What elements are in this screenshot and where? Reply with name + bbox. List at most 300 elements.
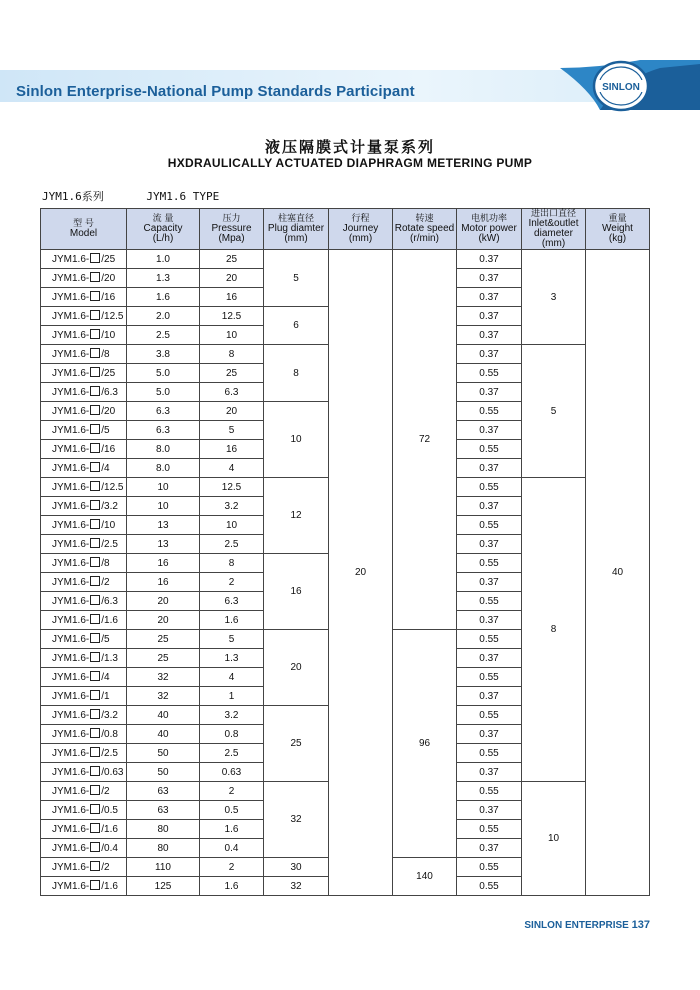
column-header-cn: 柱塞直径	[277, 214, 314, 224]
model-cell	[41, 592, 127, 611]
column-header-unit: (mm)	[284, 233, 308, 244]
model-suffix: /3.2	[101, 710, 118, 721]
column-header-cn: 流 量	[152, 214, 174, 224]
pressure-cell: 4	[200, 668, 264, 687]
pressure-cell: 3.2	[200, 497, 264, 516]
column-header	[127, 209, 200, 250]
column-header	[457, 209, 522, 250]
capacity-cell: 2.5	[127, 326, 200, 345]
model-suffix: /1.6	[101, 615, 118, 626]
model-prefix: JYM1.6-	[52, 501, 90, 512]
capacity-cell: 8.0	[127, 440, 200, 459]
capacity-cell: 32	[127, 687, 200, 706]
pressure-cell: 12.5	[200, 307, 264, 326]
model-cell	[41, 687, 127, 706]
capacity-cell: 50	[127, 763, 200, 782]
table-body	[41, 250, 650, 896]
column-header	[264, 209, 329, 250]
placeholder-box-icon	[90, 538, 100, 548]
column-header-en: Model	[69, 228, 98, 239]
pressure-cell: 20	[200, 269, 264, 288]
motor-power-cell: 0.37	[457, 288, 522, 307]
capacity-cell: 10	[127, 478, 200, 497]
model-cell	[41, 364, 127, 383]
pressure-cell: 6.3	[200, 592, 264, 611]
motor-power-cell: 0.37	[457, 250, 522, 269]
motor-power-cell: 0.37	[457, 535, 522, 554]
column-header-unit: (mm)	[348, 233, 373, 244]
placeholder-box-icon	[90, 348, 100, 358]
model-cell	[41, 820, 127, 839]
column-header-cn: 行程	[351, 214, 370, 224]
motor-power-cell: 0.37	[457, 649, 522, 668]
model-prefix: JYM1.6-	[52, 520, 90, 531]
journey-cell: 20	[329, 250, 393, 896]
model-cell	[41, 307, 127, 326]
plug-diameter-cell: 20	[264, 630, 329, 706]
model-prefix: JYM1.6-	[52, 273, 90, 284]
model-prefix: JYM1.6-	[52, 710, 90, 721]
capacity-cell: 1.3	[127, 269, 200, 288]
motor-power-cell: 0.37	[457, 383, 522, 402]
motor-power-cell: 0.37	[457, 839, 522, 858]
pressure-cell: 0.4	[200, 839, 264, 858]
model-cell	[41, 250, 127, 269]
model-cell	[41, 554, 127, 573]
model-suffix: /2.5	[101, 539, 118, 550]
column-header-en: Weight	[602, 223, 633, 234]
model-cell	[41, 269, 127, 288]
model-suffix: /0.63	[101, 767, 124, 778]
placeholder-box-icon	[90, 690, 100, 700]
model-suffix: /16	[101, 292, 116, 303]
capacity-cell: 40	[127, 725, 200, 744]
motor-power-cell: 0.55	[457, 592, 522, 611]
model-suffix: /1.6	[101, 881, 118, 892]
motor-power-cell: 0.55	[457, 516, 522, 535]
model-prefix: JYM1.6-	[52, 653, 90, 664]
motor-power-cell: 0.37	[457, 687, 522, 706]
model-prefix: JYM1.6-	[52, 330, 90, 341]
column-header-unit: (L/h)	[152, 233, 174, 244]
model-cell	[41, 725, 127, 744]
model-prefix: JYM1.6-	[52, 824, 90, 835]
model-suffix: /1.3	[101, 653, 118, 664]
placeholder-box-icon	[90, 424, 100, 434]
capacity-cell: 125	[127, 877, 200, 896]
model-prefix: JYM1.6-	[52, 254, 90, 265]
column-header-en: Motor power	[461, 223, 517, 234]
model-cell	[41, 573, 127, 592]
capacity-cell: 13	[127, 535, 200, 554]
pressure-cell: 1.6	[200, 877, 264, 896]
motor-power-cell: 0.55	[457, 706, 522, 725]
model-suffix: /0.4	[101, 843, 118, 854]
column-header	[200, 209, 264, 250]
model-prefix: JYM1.6-	[52, 482, 90, 493]
rotate-speed-cell: 140	[393, 858, 457, 896]
model-suffix: /3.2	[101, 501, 118, 512]
column-header-unit: (r/min)	[410, 233, 439, 244]
capacity-cell: 13	[127, 516, 200, 535]
placeholder-box-icon	[90, 709, 100, 719]
column-header	[586, 209, 650, 250]
capacity-cell: 6.3	[127, 402, 200, 421]
pressure-cell: 2	[200, 858, 264, 877]
model-suffix: /12.5	[101, 482, 124, 493]
placeholder-box-icon	[90, 386, 100, 396]
model-prefix: JYM1.6-	[52, 691, 90, 702]
type-label-en: JYM1.6 TYPE	[146, 190, 220, 203]
model-cell	[41, 877, 127, 896]
placeholder-box-icon	[90, 253, 100, 263]
model-prefix: JYM1.6-	[52, 292, 90, 303]
capacity-cell: 3.8	[127, 345, 200, 364]
column-header-cn: 压力	[222, 214, 241, 224]
column-header-en: Journey	[342, 223, 379, 234]
capacity-cell: 8.0	[127, 459, 200, 478]
model-prefix: JYM1.6-	[52, 539, 90, 550]
motor-power-cell: 0.37	[457, 725, 522, 744]
model-prefix: JYM1.6-	[52, 368, 90, 379]
footer	[524, 919, 650, 931]
pressure-cell: 1.6	[200, 611, 264, 630]
motor-power-cell: 0.37	[457, 269, 522, 288]
model-suffix: /10	[101, 520, 116, 531]
capacity-cell: 16	[127, 573, 200, 592]
plug-diameter-cell: 32	[264, 877, 329, 896]
column-header	[522, 209, 586, 250]
model-prefix: JYM1.6-	[52, 463, 90, 474]
placeholder-box-icon	[90, 595, 100, 605]
inlet-outlet-cell: 10	[522, 782, 586, 896]
capacity-cell: 40	[127, 706, 200, 725]
pressure-cell: 16	[200, 440, 264, 459]
pressure-cell: 8	[200, 554, 264, 573]
placeholder-box-icon	[90, 519, 100, 529]
capacity-cell: 50	[127, 744, 200, 763]
logo-text: SINLON	[602, 82, 640, 93]
model-suffix: /16	[101, 444, 116, 455]
motor-power-cell: 0.37	[457, 307, 522, 326]
model-prefix: JYM1.6-	[52, 805, 90, 816]
model-suffix: /6.3	[101, 596, 118, 607]
capacity-cell: 20	[127, 592, 200, 611]
capacity-cell: 25	[127, 630, 200, 649]
placeholder-box-icon	[90, 652, 100, 662]
capacity-cell: 20	[127, 611, 200, 630]
model-suffix: /2.5	[101, 748, 118, 759]
placeholder-box-icon	[90, 766, 100, 776]
plug-diameter-cell: 25	[264, 706, 329, 782]
column-header-en: Capacity	[143, 223, 183, 234]
plug-diameter-cell: 6	[264, 307, 329, 345]
spec-table	[40, 208, 650, 896]
motor-power-cell: 0.37	[457, 497, 522, 516]
model-prefix: JYM1.6-	[52, 786, 90, 797]
pressure-cell: 25	[200, 250, 264, 269]
pressure-cell: 2	[200, 782, 264, 801]
capacity-cell: 16	[127, 554, 200, 573]
motor-power-cell: 0.55	[457, 630, 522, 649]
page-title-cn: 液压隔膜式计量泵系列	[264, 138, 435, 156]
model-cell	[41, 801, 127, 820]
model-cell	[41, 839, 127, 858]
motor-power-cell: 0.37	[457, 345, 522, 364]
column-header-cn: 进出口直径	[530, 209, 576, 219]
page-title-en: HXDRAULICALLY ACTUATED DIAPHRAGM METERING PUMP	[167, 156, 533, 170]
model-cell	[41, 421, 127, 440]
capacity-cell: 63	[127, 782, 200, 801]
capacity-cell: 2.0	[127, 307, 200, 326]
motor-power-cell: 0.55	[457, 364, 522, 383]
column-header-unit: (mm)	[541, 238, 566, 249]
placeholder-box-icon	[90, 785, 100, 795]
pressure-cell: 6.3	[200, 383, 264, 402]
model-cell	[41, 497, 127, 516]
model-prefix: JYM1.6-	[52, 558, 90, 569]
pressure-cell: 2.5	[200, 744, 264, 763]
column-header-unit: (kW)	[478, 233, 500, 244]
motor-power-cell: 0.37	[457, 421, 522, 440]
model-cell	[41, 288, 127, 307]
placeholder-box-icon	[90, 614, 100, 624]
model-suffix: /6.3	[101, 387, 118, 398]
type-label-cn: JYM1.6系列	[42, 190, 104, 203]
pressure-cell: 8	[200, 345, 264, 364]
model-suffix: /2	[101, 577, 110, 588]
model-prefix: JYM1.6-	[52, 862, 90, 873]
plug-diameter-cell: 16	[264, 554, 329, 630]
pressure-cell: 10	[200, 516, 264, 535]
model-suffix: /10	[101, 330, 116, 341]
model-suffix: /12.5	[101, 311, 124, 322]
model-cell	[41, 402, 127, 421]
pressure-cell: 3.2	[200, 706, 264, 725]
placeholder-box-icon	[90, 310, 100, 320]
model-prefix: JYM1.6-	[52, 843, 90, 854]
placeholder-box-icon	[90, 633, 100, 643]
table-header-row	[41, 209, 650, 250]
page-number: 137	[631, 919, 650, 931]
model-prefix: JYM1.6-	[52, 311, 90, 322]
model-cell	[41, 858, 127, 877]
model-prefix: JYM1.6-	[52, 387, 90, 398]
column-header-en: Rotate speed	[394, 223, 455, 234]
capacity-cell: 80	[127, 820, 200, 839]
model-cell	[41, 516, 127, 535]
column-header-en: Inlet&outlet diameter	[528, 218, 579, 239]
plug-diameter-cell: 10	[264, 402, 329, 478]
pressure-cell: 5	[200, 630, 264, 649]
pressure-cell: 2.5	[200, 535, 264, 554]
placeholder-box-icon	[90, 576, 100, 586]
motor-power-cell: 0.55	[457, 402, 522, 421]
motor-power-cell: 0.55	[457, 858, 522, 877]
model-suffix: /20	[101, 406, 116, 417]
capacity-cell: 110	[127, 858, 200, 877]
pressure-cell: 16	[200, 288, 264, 307]
placeholder-box-icon	[90, 481, 100, 491]
motor-power-cell: 0.55	[457, 744, 522, 763]
model-prefix: JYM1.6-	[52, 577, 90, 588]
pressure-cell: 12.5	[200, 478, 264, 497]
plug-diameter-cell: 12	[264, 478, 329, 554]
model-prefix: JYM1.6-	[52, 729, 90, 740]
rotate-speed-cell: 72	[393, 250, 457, 630]
model-cell	[41, 326, 127, 345]
model-prefix: JYM1.6-	[52, 672, 90, 683]
pressure-cell: 5	[200, 421, 264, 440]
column-header-en: Pressure	[211, 223, 252, 234]
model-cell	[41, 668, 127, 687]
column-header-en: Plug diamter	[267, 223, 325, 234]
pressure-cell: 1	[200, 687, 264, 706]
model-suffix: /4	[101, 672, 110, 683]
placeholder-box-icon	[90, 880, 100, 890]
model-cell	[41, 706, 127, 725]
motor-power-cell: 0.37	[457, 611, 522, 630]
placeholder-box-icon	[90, 861, 100, 871]
column-header-cn: 重量	[608, 214, 627, 224]
model-suffix: /25	[101, 368, 116, 379]
placeholder-box-icon	[90, 728, 100, 738]
capacity-cell: 6.3	[127, 421, 200, 440]
placeholder-box-icon	[90, 405, 100, 415]
column-header	[329, 209, 393, 250]
capacity-cell: 80	[127, 839, 200, 858]
model-prefix: JYM1.6-	[52, 634, 90, 645]
model-prefix: JYM1.6-	[52, 349, 90, 360]
pressure-cell: 0.63	[200, 763, 264, 782]
model-suffix: /5	[101, 634, 110, 645]
table-row	[41, 250, 650, 269]
model-cell	[41, 744, 127, 763]
model-cell	[41, 630, 127, 649]
model-prefix: JYM1.6-	[52, 425, 90, 436]
placeholder-box-icon	[90, 823, 100, 833]
motor-power-cell: 0.37	[457, 459, 522, 478]
motor-power-cell: 0.37	[457, 573, 522, 592]
model-cell	[41, 383, 127, 402]
model-suffix: /2	[101, 786, 110, 797]
weight-cell: 40	[586, 250, 650, 896]
motor-power-cell: 0.55	[457, 440, 522, 459]
model-suffix: /1	[101, 691, 110, 702]
column-header-cn: 转速	[415, 214, 434, 224]
motor-power-cell: 0.37	[457, 763, 522, 782]
capacity-cell: 1.6	[127, 288, 200, 307]
motor-power-cell: 0.55	[457, 782, 522, 801]
banner-title: Sinlon Enterprise-National Pump Standards Participant	[16, 83, 415, 100]
inlet-outlet-cell: 8	[522, 478, 586, 782]
capacity-cell: 63	[127, 801, 200, 820]
capacity-cell: 1.0	[127, 250, 200, 269]
pressure-cell: 1.3	[200, 649, 264, 668]
pressure-cell: 4	[200, 459, 264, 478]
placeholder-box-icon	[90, 842, 100, 852]
placeholder-box-icon	[90, 557, 100, 567]
motor-power-cell: 0.55	[457, 554, 522, 573]
placeholder-box-icon	[90, 291, 100, 301]
motor-power-cell: 0.55	[457, 877, 522, 896]
pressure-cell: 0.5	[200, 801, 264, 820]
placeholder-box-icon	[90, 329, 100, 339]
model-suffix: /8	[101, 558, 110, 569]
rotate-speed-cell: 96	[393, 630, 457, 858]
model-prefix: JYM1.6-	[52, 596, 90, 607]
plug-diameter-cell: 30	[264, 858, 329, 877]
model-cell	[41, 345, 127, 364]
placeholder-box-icon	[90, 462, 100, 472]
model-suffix: /8	[101, 349, 110, 360]
placeholder-box-icon	[90, 500, 100, 510]
model-suffix: /5	[101, 425, 110, 436]
column-header-unit: (Mpa)	[218, 233, 245, 244]
model-cell	[41, 535, 127, 554]
plug-diameter-cell: 5	[264, 250, 329, 307]
capacity-cell: 10	[127, 497, 200, 516]
plug-diameter-cell: 32	[264, 782, 329, 858]
inlet-outlet-cell: 3	[522, 250, 586, 345]
placeholder-box-icon	[90, 367, 100, 377]
model-suffix: /4	[101, 463, 110, 474]
model-cell	[41, 649, 127, 668]
pressure-cell: 20	[200, 402, 264, 421]
model-suffix: /0.8	[101, 729, 118, 740]
inlet-outlet-cell: 5	[522, 345, 586, 478]
model-prefix: JYM1.6-	[52, 444, 90, 455]
model-suffix: /20	[101, 273, 116, 284]
sinlon-logo	[592, 60, 650, 112]
placeholder-box-icon	[90, 443, 100, 453]
column-header	[41, 209, 127, 250]
model-prefix: JYM1.6-	[52, 767, 90, 778]
placeholder-box-icon	[90, 272, 100, 282]
motor-power-cell: 0.55	[457, 820, 522, 839]
model-prefix: JYM1.6-	[52, 881, 90, 892]
model-cell	[41, 611, 127, 630]
model-cell	[41, 763, 127, 782]
model-suffix: /2	[101, 862, 110, 873]
model-cell	[41, 478, 127, 497]
column-header-cn: 电机功率	[470, 214, 507, 224]
placeholder-box-icon	[90, 804, 100, 814]
model-prefix: JYM1.6-	[52, 615, 90, 626]
capacity-cell: 5.0	[127, 383, 200, 402]
model-suffix: /25	[101, 254, 116, 265]
capacity-cell: 5.0	[127, 364, 200, 383]
pressure-cell: 1.6	[200, 820, 264, 839]
model-prefix: JYM1.6-	[52, 406, 90, 417]
pressure-cell: 25	[200, 364, 264, 383]
model-cell	[41, 459, 127, 478]
column-header-cn: 型 号	[73, 219, 94, 229]
type-label	[42, 188, 255, 204]
motor-power-cell: 0.55	[457, 478, 522, 497]
motor-power-cell: 0.55	[457, 668, 522, 687]
model-prefix: JYM1.6-	[52, 748, 90, 759]
model-cell	[41, 440, 127, 459]
column-header-unit: (kg)	[608, 233, 627, 244]
column-header	[393, 209, 457, 250]
plug-diameter-cell: 8	[264, 345, 329, 402]
model-suffix: /1.6	[101, 824, 118, 835]
capacity-cell: 25	[127, 649, 200, 668]
motor-power-cell: 0.37	[457, 326, 522, 345]
footer-text: SINLON ENTERPRISE	[524, 920, 629, 931]
placeholder-box-icon	[90, 671, 100, 681]
